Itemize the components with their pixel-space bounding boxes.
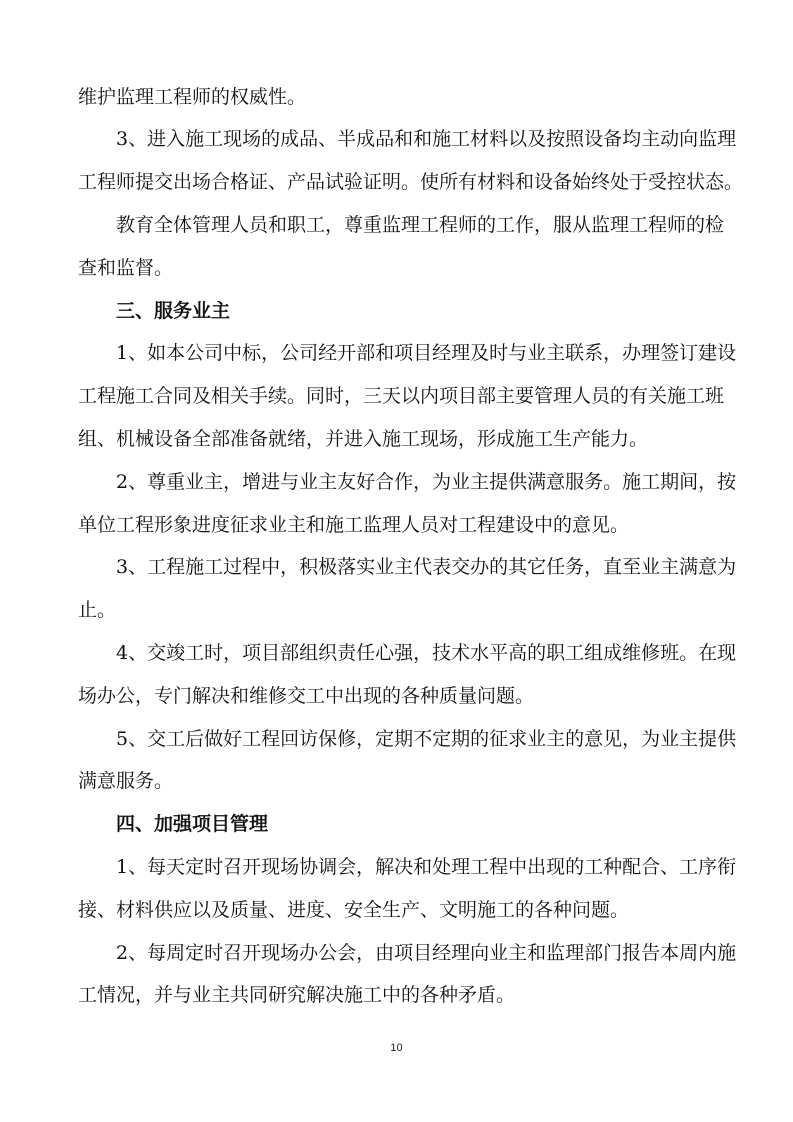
section-heading: 四、加强项目管理 (116, 813, 269, 836)
page-number: 10 (390, 1042, 403, 1054)
text-line: 工程师提交出场合格证、产品试验证明。使所有材料和设备始终处于受控状态。 (78, 171, 744, 194)
text-line: 3、进入施工现场的成品、半成品和和施工材料以及按照设备均主动向监理 (116, 128, 737, 151)
text-line: 2、尊重业主，增进与业主友好合作，为业主提供满意服务。施工期间，按 (116, 470, 737, 493)
text-line: 工程施工合同及相关手续。同时，三天以内项目部主要管理人员的有关施工班 (78, 385, 725, 408)
text-line: 3、工程施工过程中，积极落实业主代表交办的其它任务，直至业主满意为 (116, 556, 737, 579)
text-line: 组、机械设备全部准备就绪，并进入施工现场，形成施工生产能力。 (78, 428, 649, 450)
text-line: 1、每天定时召开现场协调会，解决和处理工程中出现的工种配合、工序衔 (116, 856, 737, 878)
text-line: 工情况，并与业主共同研究解决施工中的各种矛盾。 (78, 984, 516, 1007)
text-line: 接、材料供应以及质量、进度、安全生产、文明施工的各种问题。 (78, 898, 630, 921)
text-line: 1、如本公司中标，公司经开部和项目经理及时与业主联系，办理签订建设 (116, 342, 737, 365)
text-line: 教育全体管理人员和职工，尊重监理工程师的工作，服从监理工程师的检 (116, 214, 725, 236)
text-line: 2、每周定时召开现场办公会，由项目经理向业主和监理部门报告本周内施 (116, 941, 737, 964)
text-line: 5、交工后做好工程回访保修，定期不定期的征求业主的意见，为业主提供 (116, 727, 737, 750)
text-line: 场办公，专门解决和维修交工中出现的各种质量问题。 (78, 684, 535, 707)
text-line: 止。 (78, 599, 117, 622)
text-line: 查和监督。 (78, 256, 174, 279)
text-line: 维护监理工程师的权威性。 (78, 85, 307, 108)
text-line: 单位工程形象进度征求业主和施工监理人员对工程建设中的意见。 (78, 513, 630, 536)
text-line: 4、交竣工时，项目部组织责任心强，技术水平高的职工组成维修班。在现 (116, 642, 737, 664)
section-heading: 三、服务业主 (116, 299, 231, 322)
text-line: 满意服务。 (78, 770, 174, 793)
